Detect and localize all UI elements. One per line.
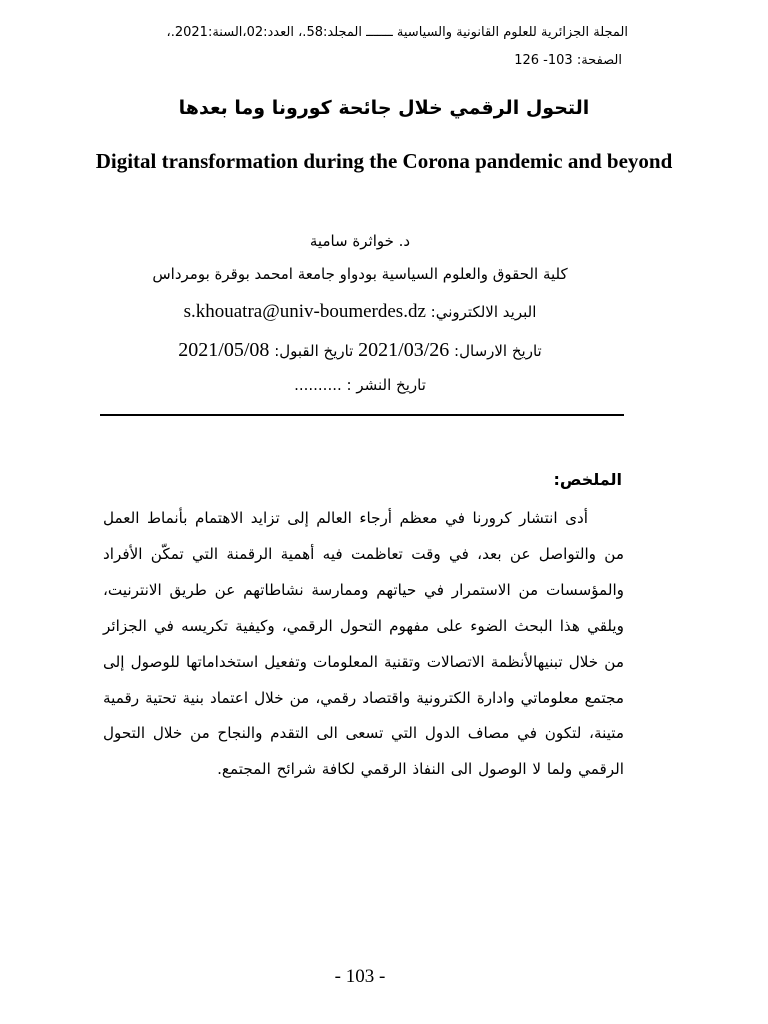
published-date-label: تاريخ النشر :	[346, 376, 426, 394]
journal-pages: الصفحة: 103- 126	[514, 53, 622, 68]
page-number: - 103 -	[334, 966, 386, 987]
sent-date: 2021/03/26	[358, 339, 450, 361]
journal-header: المجلة الجزائرية للعلوم القانونية والسياسية ـــــــ المجلد:58.، العدد:02،السنة:2021.،	[166, 25, 628, 40]
published-date: ..........	[294, 376, 342, 394]
accepted-date-label: تاريخ القبول:	[274, 342, 354, 360]
publication-date	[0, 373, 720, 397]
email-label: البريد الالكتروني:	[430, 303, 537, 321]
author-email-line	[0, 300, 720, 324]
header-divider	[100, 414, 624, 416]
sent-date-label: تاريخ الارسال:	[454, 342, 542, 360]
arabic-title: التحول الرقمي خلال جائحة كورونا وما بعدها	[178, 97, 590, 119]
accepted-date: 2021/05/08	[178, 339, 270, 361]
english-title: Digital transformation during the Corona pandemic and beyond	[95, 149, 673, 173]
author-email[interactable]: s.khouatra@univ-boumerdes.dz	[183, 301, 426, 322]
abstract-heading: الملخص:	[553, 470, 622, 489]
abstract-body: أدى انتشار كرورنا في معظم أرجاء العالم إلى تزايد الاهتمام بأنماط العمل من والتواصل عن بعد، في وقت تعاظمت فيه أهمية الرقمنة التي تمكّن الأفراد والمؤسسات من الاستمرار في حياتهم وممارسة نشاطاتهم عن طريق الانترنيت، ويلقي هذا البحث الضوء على مفهوم التحول الرقمي، وكيفية تكريسه في الجزائر من خلال تبنيهالأنظمة الاتصالات وتقنية المعلومات وتفعيل استخداماتها للوصول إلى مجتمع معلوماتي وادارة الكترونية واقتصاد رقمي، من خلال اعتماد بنية تحتية رقمية متينة، لتكون في مصاف الدول التي تسعى الى التقدم والنجاح من خلال التحول الرقمي ولما لا الوصول الى النفاذ الرقمي لكافة شرائح المجتمع.	[103, 509, 624, 779]
author-affiliation: كلية الحقوق والعلوم السياسية بودواو جامعة امحمد بوقرة بومرداس	[152, 265, 568, 283]
author-name: د. خواثرة سامية	[309, 232, 411, 250]
submission-dates	[0, 337, 720, 364]
